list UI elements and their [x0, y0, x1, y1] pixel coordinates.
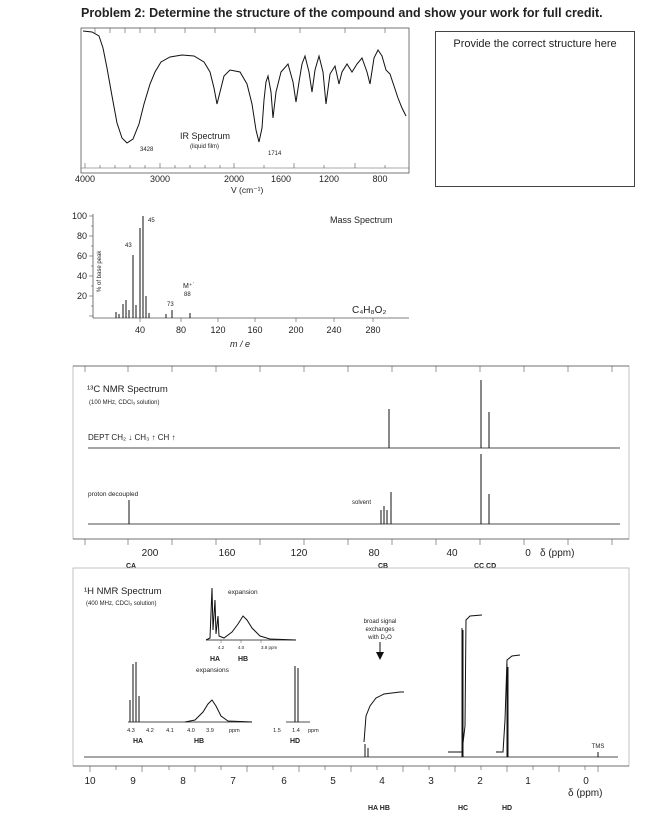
broad-note-line-3: with D₂O: [368, 635, 392, 641]
h1-tick-1: 1: [525, 776, 531, 787]
ir-tick-2000: 2000: [223, 174, 245, 184]
c13-units: δ (ppm): [540, 548, 575, 559]
exp-tick-ppm-1: ppm: [229, 728, 240, 734]
exp-tick-40: 4.0: [187, 728, 195, 734]
ms-xtick-120: 120: [210, 325, 226, 335]
ms-title: Mass Spectrum: [330, 215, 393, 225]
expansions-label: expansions: [196, 667, 229, 674]
ms-xtick-240: 240: [326, 325, 342, 335]
tms-label: TMS: [591, 744, 605, 750]
h1-tick-7: 7: [230, 776, 236, 787]
expansion-hb-trace: [185, 700, 252, 722]
ir-title: IR Spectrum: [180, 131, 231, 141]
ms-formula: C₄H₈O₂: [352, 305, 387, 316]
problem-title: Problem 2: Determine the structure of the compound and show your work for full credit.: [81, 6, 603, 20]
ir-subtitle: (liquid film): [190, 144, 220, 150]
exp-top-tick-1: 4.2: [217, 645, 225, 650]
h1-tick-0: 0: [583, 776, 589, 787]
c13-tick-160: 160: [218, 548, 236, 559]
h1-units: δ (ppm): [568, 788, 603, 799]
h1-peaks: [365, 628, 508, 757]
h1-tick-2: 2: [477, 776, 483, 787]
mass-spectrum: [72, 211, 409, 349]
exp-tick-15: 1.5: [273, 728, 281, 734]
ir-tick-1200: 1200: [318, 174, 340, 184]
exp-label-hd: HD: [290, 738, 301, 745]
exp-tick-39: 3.9: [206, 728, 214, 734]
ms-ytick-80: 80: [76, 231, 87, 241]
decoupled-label: proton decoupled: [88, 491, 139, 498]
ir-xlabel: V (cm⁻¹): [231, 185, 264, 195]
h1-tick-9: 9: [130, 776, 136, 787]
ir-tick-3000: 3000: [149, 174, 171, 184]
ms-xlabel: m / e: [230, 339, 251, 349]
h1-subtitle: (400 MHz, CDCl₃ solution): [86, 601, 157, 607]
expansion-doublet: [295, 666, 298, 722]
c13-subtitle: (100 MHz, CDCl₃ solution): [89, 400, 160, 406]
ir-peak-label-3428: 3428: [140, 147, 154, 153]
ir-peak-label-1714: 1714: [268, 151, 282, 157]
expansion-quartet: [130, 662, 139, 722]
ir-tick-4000: 4000: [74, 174, 96, 184]
h1-tick-3: 3: [428, 776, 434, 787]
ms-peaks: [116, 216, 190, 318]
ms-ytick-20: 20: [76, 291, 87, 301]
c13-tick-200: 200: [141, 548, 159, 559]
ms-peak-label-45: 45: [148, 218, 155, 224]
answer-box-label: Provide the correct structure here: [453, 38, 617, 50]
ms-ytick-60: 60: [76, 251, 87, 261]
h1-assign-hd: HD: [502, 805, 513, 812]
h1-tick-5: 5: [330, 776, 336, 787]
ms-xtick-280: 280: [365, 325, 381, 335]
dept-label: DEPT CH₂ ↓ CH₃ ↑ CH ↑: [88, 433, 176, 442]
integral-curve-ha-hb: [364, 692, 404, 742]
ms-ytick-100: 100: [71, 211, 87, 221]
expansion-label: expansion: [228, 589, 258, 596]
ms-xtick-200: 200: [288, 325, 304, 335]
c13-tick-80: 80: [368, 548, 380, 559]
h1-title: ¹H NMR Spectrum: [84, 586, 162, 597]
exp-top-tick-3: 3.8 ppm: [261, 645, 278, 650]
h1-assign-hc: HC: [458, 805, 469, 812]
exp-top-tick-2: 4.0: [237, 645, 245, 650]
integral-curve-hc: [448, 615, 482, 752]
c13-assign-b: CB: [378, 563, 389, 570]
exp-top-label-ha: HA: [210, 656, 221, 663]
h1-tick-6: 6: [281, 776, 287, 787]
h1-tick-8: 8: [180, 776, 186, 787]
c13-nmr-spectrum: [73, 366, 629, 570]
exp-tick-43: 4.3: [127, 728, 135, 734]
ms-ylabel: % of base peak: [97, 250, 103, 292]
h1-tick-10: 10: [84, 776, 96, 787]
ms-xtick-160: 160: [247, 325, 263, 335]
ms-ytick-40: 40: [76, 271, 87, 281]
exp-tick-14: 1.4: [292, 728, 300, 734]
broad-note-line-1: broad signal: [363, 619, 397, 625]
exp-tick-41: 4.1: [166, 728, 174, 734]
c13-tick-120: 120: [290, 548, 308, 559]
broad-note-line-2: exchanges: [365, 627, 395, 633]
c13-title: ¹³C NMR Spectrum: [87, 384, 168, 395]
ms-peak-label-73: 73: [167, 302, 174, 308]
c13-tick-0: 0: [525, 548, 531, 559]
exp-tick-42: 4.2: [146, 728, 154, 734]
ms-xtick-80: 80: [175, 325, 187, 335]
h1-nmr-spectrum: [73, 568, 629, 812]
ms-peak-label-43: 43: [125, 243, 132, 249]
c13-assign-cd: CC CD: [474, 563, 497, 570]
exp-label-ha: HA: [133, 738, 144, 745]
c13-tick-40: 40: [446, 548, 458, 559]
ir-spectrum: [75, 28, 409, 195]
h1-tick-4: 4: [379, 776, 385, 787]
exp-label-hb: HB: [194, 738, 205, 745]
ms-xtick-40: 40: [134, 325, 146, 335]
ms-mplus-label: M⁺˙: [183, 283, 195, 290]
down-arrow-icon: [376, 642, 384, 660]
exp-tick-ppm-2: ppm: [308, 728, 319, 734]
ir-tick-800: 800: [372, 174, 388, 184]
h1-assign-ha-hb: HA HB: [368, 805, 390, 812]
ms-mplus-value: 88: [184, 292, 191, 298]
ir-trace: [83, 31, 406, 143]
exp-top-label-hb: HB: [238, 656, 249, 663]
solvent-label: solvent: [352, 500, 372, 506]
ir-tick-1600: 1600: [270, 174, 292, 184]
c13-assign-a: CA: [126, 563, 137, 570]
